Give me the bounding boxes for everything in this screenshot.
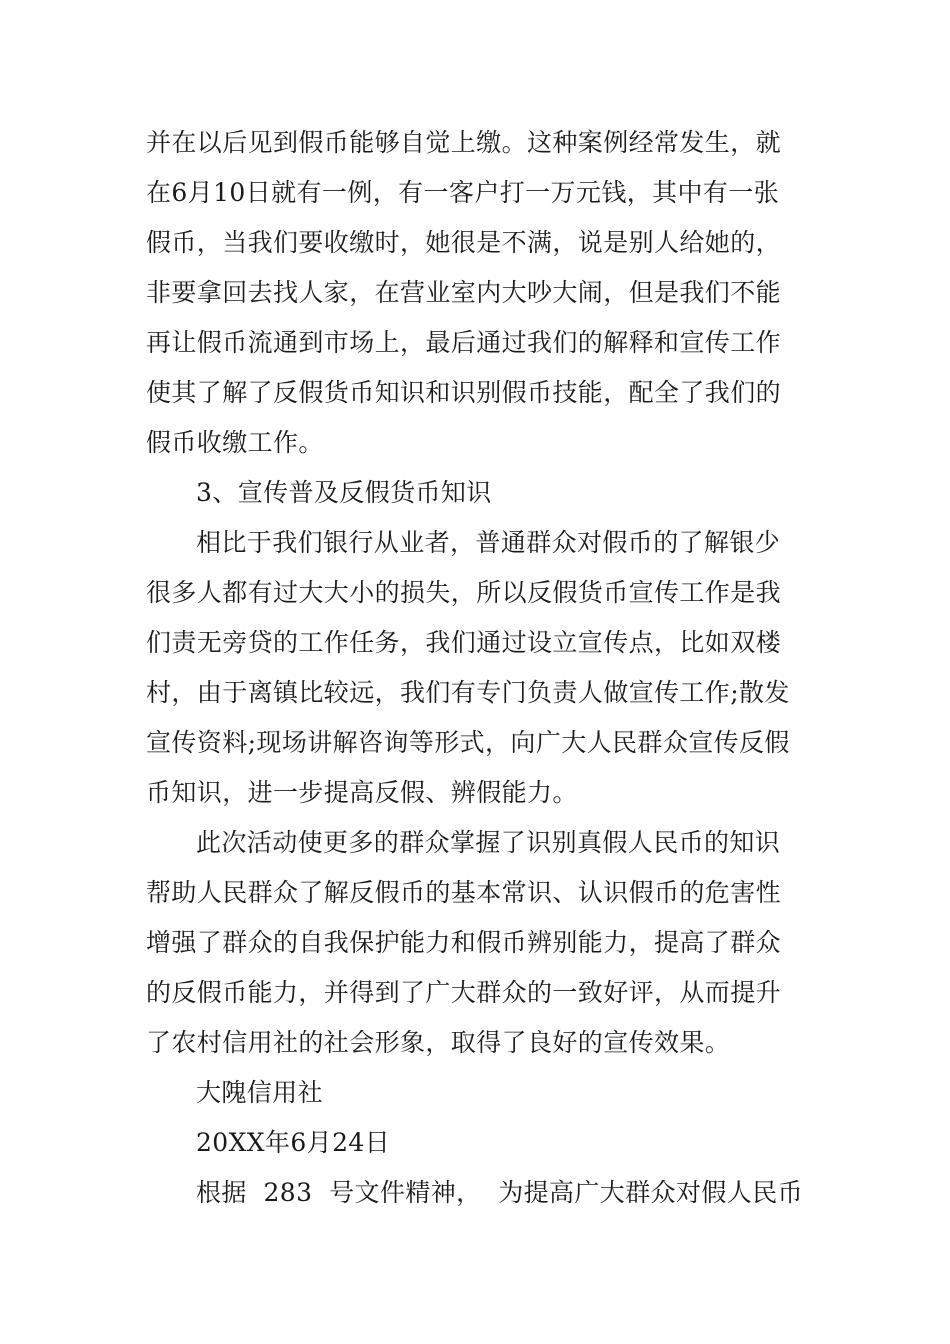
text-line: 根据 283 号文件精神， 为提高广大群众对假人民币 — [196, 1178, 803, 1207]
text-line: 的反假币能力，并得到了广大群众的一致好评，从而提升 — [146, 978, 782, 1007]
text-line: 再让假币流通到市场上，最后通过我们的解释和宣传工作 — [146, 328, 782, 357]
text-line: 使其了解了反假货币知识和识别假币技能，配全了我们的 — [146, 378, 782, 407]
text-line: 了农村信用社的社会形象，取得了良好的宣传效果。 — [146, 1028, 731, 1057]
text-line: 相比于我们银行从业者，普通群众对假币的了解银少 — [196, 528, 781, 557]
text-line: 假币收缴工作。 — [146, 428, 324, 457]
text-line: 币知识，进一步提高反假、辨假能力。 — [146, 778, 578, 807]
signature-organization: 大隗信用社 — [196, 1078, 324, 1107]
text-line: 非要拿回去找人家，在营业室内大吵大闹，但是我们不能 — [146, 278, 782, 307]
text-line: 增强了群众的自我保护能力和假币辨别能力，提高了群众 — [146, 928, 782, 957]
text-line: 宣传资料;现场讲解咨询等形式，向广大人民群众宣传反假 — [146, 728, 790, 757]
text-line: 假币，当我们要收缴时，她很是不满，说是别人给她的， — [146, 228, 782, 257]
text-line: 在6月10日就有一例，有一客户打一万元钱，其中有一张 — [146, 178, 780, 207]
section-heading: 3、宣传普及反假货币知识 — [196, 478, 492, 507]
signature-date: 20XX年6月24日 — [196, 1128, 391, 1157]
text-line: 并在以后见到假币能够自觉上缴。这种案例经常发生，就 — [146, 128, 782, 157]
text-line: 们责无旁贷的工作任务，我们通过设立宣传点，比如双楼 — [146, 628, 782, 657]
text-line: 帮助人民群众了解反假币的基本常识、认识假币的危害性 — [146, 878, 782, 907]
text-line: 此次活动使更多的群众掌握了识别真假人民币的知识 — [196, 828, 781, 857]
text-line: 很多人都有过大大小的损失，所以反假货币宣传工作是我 — [146, 578, 782, 607]
text-line: 村，由于离镇比较远，我们有专门负责人做宣传工作;散发 — [146, 678, 790, 707]
